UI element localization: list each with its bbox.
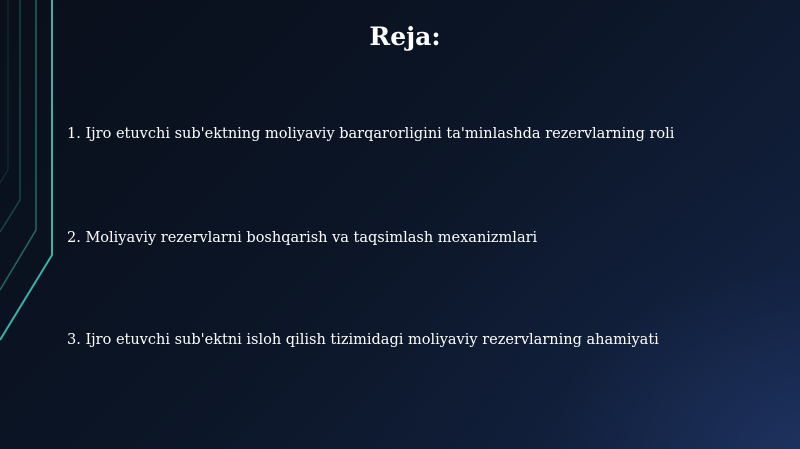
slide-title: Reja: — [369, 22, 441, 51]
plan-item-3: 3. Ijro etuvchi sub'ektni isloh qilish tizimidagi moliyaviy rezervlarning ahamiyati — [67, 332, 659, 348]
decorative-circuit-lines — [0, 0, 70, 449]
plan-item-1: 1. Ijro etuvchi sub'ektning moliyaviy barqarorligini ta'minlashda rezervlarning roli — [67, 126, 675, 142]
plan-item-2: 2. Moliyaviy rezervlarni boshqarish va taqsimlash mexanizmlari — [67, 230, 538, 246]
